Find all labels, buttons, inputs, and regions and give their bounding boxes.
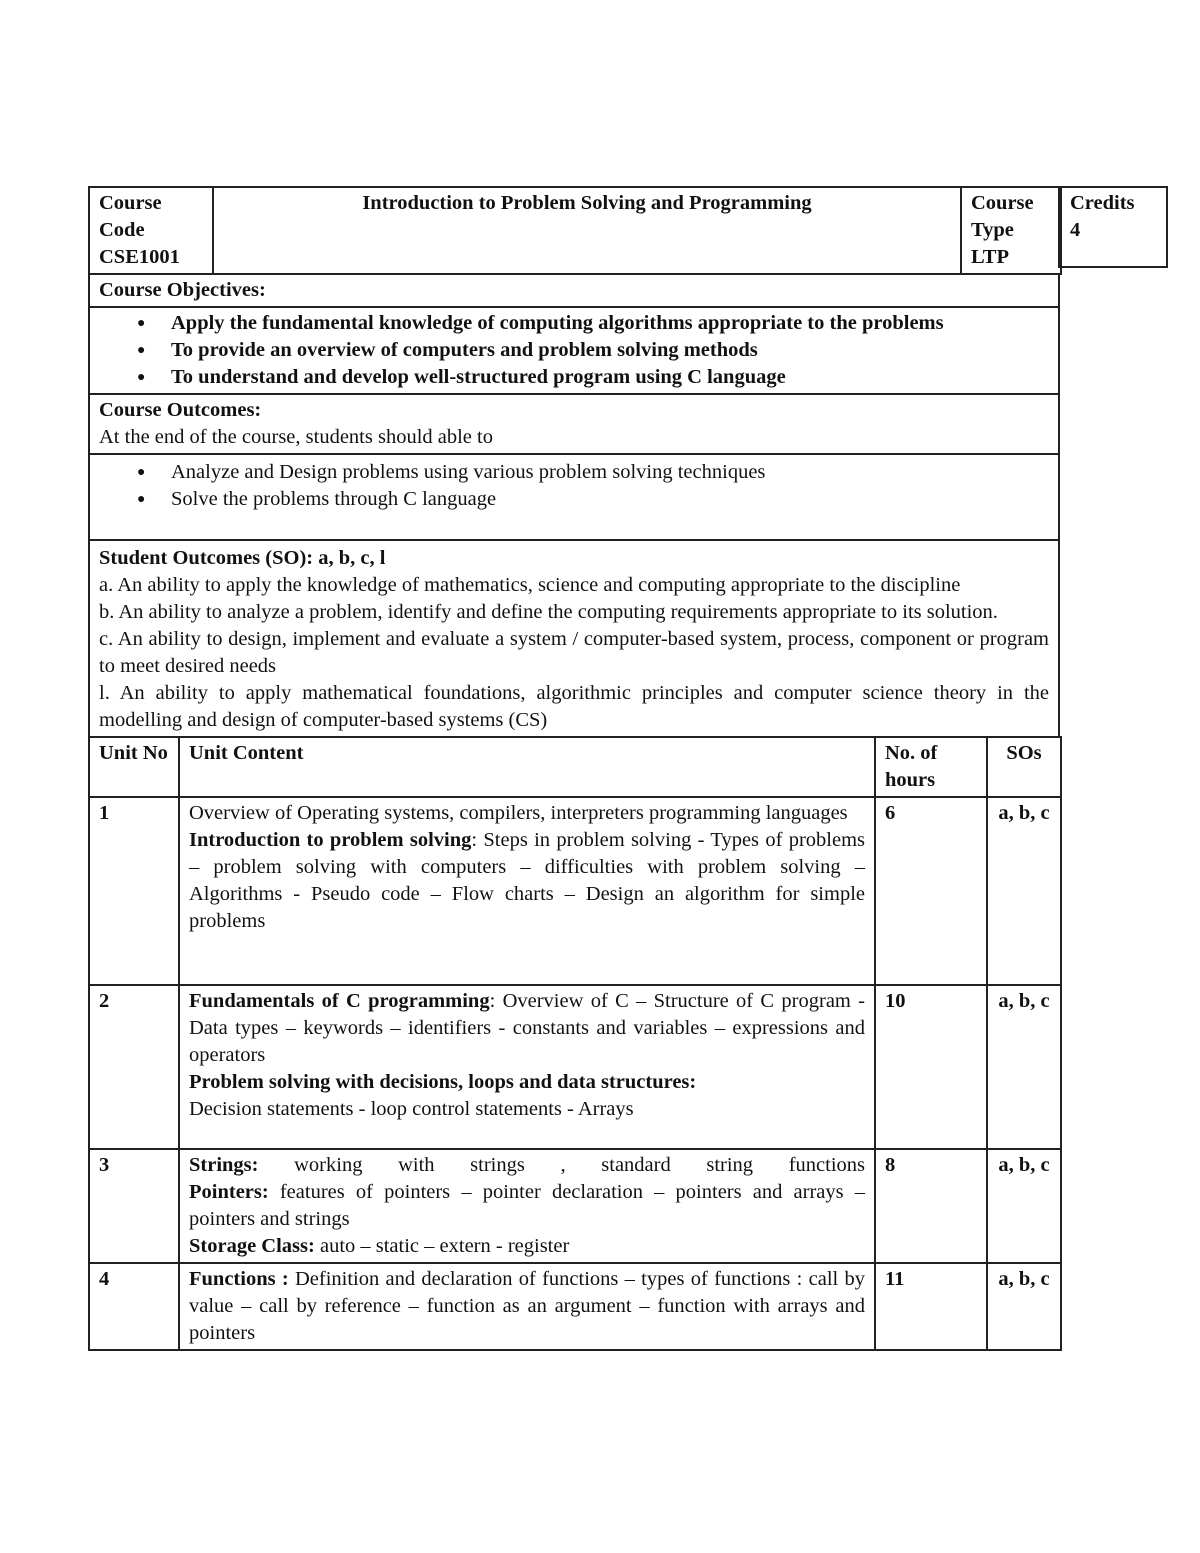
outcomes-heading: Course Outcomes:: [99, 399, 262, 421]
objectives-cell: [89, 307, 1059, 394]
unit-content: [179, 797, 875, 985]
credits-cell: [1058, 186, 1168, 268]
sos-header: SOs: [987, 737, 1061, 797]
unit-sos: a, b, c: [987, 1149, 1061, 1263]
unit-hours: 6: [875, 797, 987, 985]
outcomes-list: [99, 459, 1049, 513]
unit-paragraph: [189, 988, 865, 1069]
objectives-list: [99, 310, 1049, 391]
outcomes-cell: [89, 454, 1059, 540]
course-code-value: CSE1001: [99, 246, 180, 268]
student-outcome-item: c. An ability to design, implement and evaluate a system / computer-based system, process, component or program to meet desired needs: [99, 628, 1049, 677]
syllabus-page: [88, 186, 1168, 1351]
unit-paragraph: Decision statements - loop control statements - Arrays: [189, 1098, 634, 1120]
unit-paragraph: [189, 1266, 865, 1347]
unit-hours: 11: [875, 1263, 987, 1350]
units-table: [88, 736, 1062, 1351]
student-outcomes-heading: Student Outcomes (SO): a, b, c, l: [99, 547, 386, 569]
course-type-value: LTP: [971, 246, 1009, 268]
outcomes-header-cell: [89, 394, 1059, 454]
unit-content-header: Unit Content: [179, 737, 875, 797]
student-outcomes-cell: [89, 540, 1059, 737]
unit-sos: a, b, c: [987, 1263, 1061, 1350]
unit-no: 3: [89, 1149, 179, 1263]
unit-content: [179, 1263, 875, 1350]
unit-content: [179, 985, 875, 1149]
student-outcome-item: a. An ability to apply the knowledge of mathematics, science and computing appropriate to the discipline: [99, 574, 961, 596]
unit-paragraph: [189, 1152, 865, 1179]
unit-paragraph: [189, 827, 865, 935]
hours-header: No. of hours: [875, 737, 987, 797]
objectives-heading: Course Objectives:: [89, 274, 1059, 307]
objective-item: ● To provide an overview of computers and problem solving methods: [171, 337, 1049, 364]
student-outcome-item: b. An ability to analyze a problem, identify and define the computing requirements appropriate to its solution.: [99, 601, 998, 623]
objective-item: ● Apply the fundamental knowledge of computing algorithms appropriate to the problems: [171, 310, 1049, 337]
course-type-label: Course Type: [971, 192, 1034, 241]
unit-topic: Storage Class:: [189, 1235, 315, 1257]
outcome-item: ● Analyze and Design problems using various problem solving techniques: [171, 459, 1049, 486]
unit-topic: Problem solving with decisions, loops and data structures:: [189, 1071, 697, 1093]
unit-no: 1: [89, 797, 179, 985]
unit-row: [89, 1263, 1061, 1350]
unit-topic-text: features of pointers – pointer declaration – pointers and arrays – pointers and strings: [189, 1181, 865, 1230]
unit-hours: 10: [875, 985, 987, 1149]
outcomes-intro: At the end of the course, students should able to: [99, 426, 493, 448]
unit-hours: 8: [875, 1149, 987, 1263]
course-header-table: [88, 186, 1062, 275]
unit-sos: a, b, c: [987, 985, 1061, 1149]
unit-content: [179, 1149, 875, 1263]
unit-topic: Introduction to problem solving: [189, 829, 472, 851]
unit-topic: Strings:: [189, 1154, 259, 1176]
course-details-table: [88, 273, 1060, 738]
unit-topic-text: auto – static – extern - register: [314, 1235, 570, 1257]
unit-topic: Fundamentals of C programming: [189, 990, 490, 1012]
unit-topic-text: : Overview of C – Structure of C program - Data types – keywords – identifiers - constants and variables – expressions and operators: [189, 990, 865, 1066]
unit-paragraph: Overview of Operating systems, compilers, interpreters programming languages: [189, 802, 848, 824]
course-type-cell: [961, 187, 1061, 274]
unit-paragraph: [189, 1179, 865, 1233]
outcome-item: ● Solve the problems through C language: [171, 486, 1049, 513]
unit-row: [89, 985, 1061, 1149]
course-title: Introduction to Problem Solving and Programming: [213, 187, 961, 274]
units-header-row: [89, 737, 1061, 797]
student-outcome-item: l. An ability to apply mathematical foundations, algorithmic principles and computer science theory in the modelling and design of computer-based systems (CS): [99, 682, 1049, 731]
unit-no: 2: [89, 985, 179, 1149]
unit-topic-text: : Steps in problem solving - Types of problems – problem solving with computers – difficulties with problem solving – Algorithms - Pseudo code – Flow charts – Design an algorithm for simple problems: [189, 829, 865, 932]
unit-topic: Pointers:: [189, 1181, 269, 1203]
unit-row: [89, 797, 1061, 985]
unit-no-header: Unit No: [89, 737, 179, 797]
course-code-cell: [89, 187, 213, 274]
unit-topic-text: Definition and declaration of functions – types of functions : call by value – call by reference – function as an argument – function with arrays and pointers: [189, 1268, 866, 1344]
unit-sos: a, b, c: [987, 797, 1061, 985]
course-code-label: Course Code: [99, 192, 162, 241]
unit-paragraph: [189, 1233, 865, 1260]
unit-topic: Functions :: [189, 1268, 289, 1290]
unit-topic-text: working with strings , standard string functions: [258, 1154, 865, 1176]
unit-no: 4: [89, 1263, 179, 1350]
credits-label: Credits: [1070, 192, 1135, 214]
objective-item: ● To understand and develop well-structured program using C language: [171, 364, 1049, 391]
unit-row: [89, 1149, 1061, 1263]
credits-value: 4: [1070, 219, 1081, 241]
